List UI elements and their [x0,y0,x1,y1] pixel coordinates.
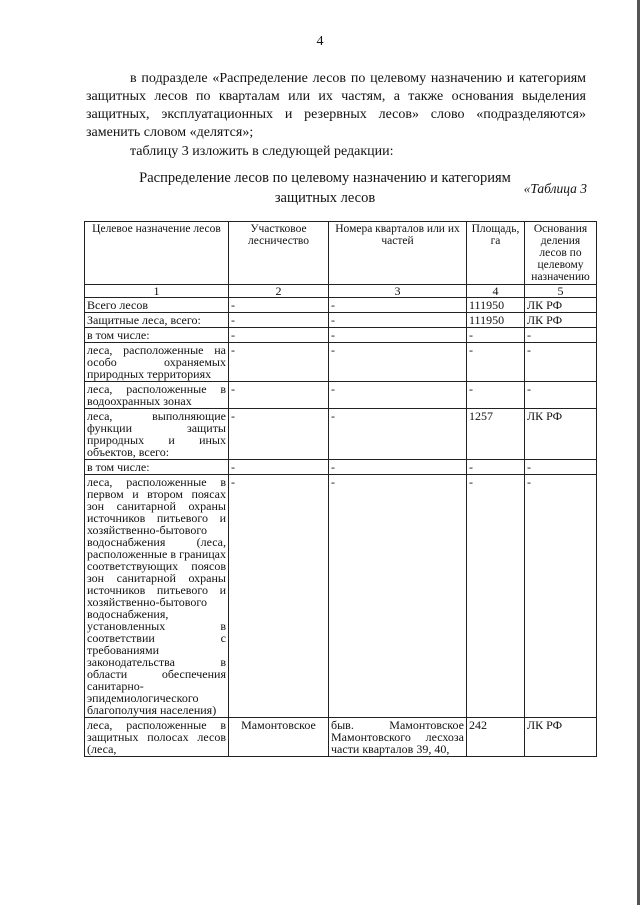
table-cell: - [229,313,329,328]
table-cell: - [467,328,525,343]
table-cell: 1257 [467,409,525,460]
table-cell: ЛК РФ [525,718,597,757]
table-cell: - [329,313,467,328]
header-row [85,222,597,285]
table-cell: - [329,475,467,718]
table-title: Распределение лесов по целевому назначению и категориям защитных лесов [139,170,511,206]
table-cell: - [467,475,525,718]
header-cell: Целевое назначение лесов [85,222,229,285]
table-cell: леса, расположенные в первом и втором поясах зон санитарной охраны источников питьевого и хозяйственно-бытового водоснабжения (леса, расположенные в границах соответствующих поясов зон санитарной охраны источников питьевого и хозяйственно-бытового водоснабжения, установленных в соответствии с требованиями законодательства в области обеспечения санитарно-эпидемиологического благополучия населения) [85,475,229,718]
table-cell: - [329,343,467,382]
header-cell: Участковое лесничество [229,222,329,285]
table-cell: - [229,343,329,382]
table-cell: - [229,409,329,460]
table-cell: - [329,382,467,409]
table-row [85,475,597,718]
table-cell: ЛК РФ [525,298,597,313]
header-cell: Основания деления лесов по целевому назначению [525,222,597,285]
table-cell: - [467,343,525,382]
table-cell: в том числе: [85,460,229,475]
table-cell: Мамонтовское [229,718,329,757]
table-cell: 242 [467,718,525,757]
paragraph-table-instruction: таблицу 3 изложить в следующей редакции: [130,144,394,159]
table-cell: леса, расположенные в водоохранных зонах [85,382,229,409]
table-cell: 111950 [467,313,525,328]
table-cell: леса, расположенные на особо охраняемых природных территориях [85,343,229,382]
table-cell: - [467,460,525,475]
table-cell: - [525,382,597,409]
table-row [85,313,597,328]
header-cell: Площадь, га [467,222,525,285]
column-number-row [85,285,597,298]
forest-distribution-table [84,221,597,757]
column-number: 1 [85,285,229,298]
table-row [85,409,597,460]
table-cell: Защитные леса, всего: [85,313,229,328]
table-cell: леса, расположенные в защитных полосах лесов (леса, [85,718,229,757]
table-cell: - [525,343,597,382]
table-row [85,328,597,343]
table-cell: - [467,382,525,409]
table-cell: леса, выполняющие функции защиты природных и иных объектов, всего: [85,409,229,460]
page-number: 4 [316,34,324,49]
table-cell: - [525,475,597,718]
table-cell: 111950 [467,298,525,313]
table-cell: ЛК РФ [525,313,597,328]
paragraph-amendment: в подразделе «Распределение лесов по целевому назначению и категориям защитных лесов по кварталам или их частям, а также основания выделения защитных, эксплуатационных и резервных лесов» слово «подразделяются» заменить словом «делятся»; [86,71,586,140]
table-cell: в том числе: [85,328,229,343]
table-cell: - [229,382,329,409]
table-row [85,382,597,409]
table-cell: - [229,328,329,343]
column-number: 5 [525,285,597,298]
table-cell: - [525,460,597,475]
table-cell: быв. Мамонтовское Мамонтовского лесхоза части кварталов 39, 40, [329,718,467,757]
table-cell: ЛК РФ [525,409,597,460]
table-label: «Таблица 3 [523,181,587,196]
table-cell: - [229,460,329,475]
column-number: 2 [229,285,329,298]
table-cell: - [329,460,467,475]
table-cell: - [329,298,467,313]
table-cell: - [229,298,329,313]
table-cell: - [329,328,467,343]
table-cell: - [329,409,467,460]
table-row [85,718,597,757]
table-cell: - [525,328,597,343]
table-row [85,298,597,313]
table-row [85,460,597,475]
column-number: 4 [467,285,525,298]
table-cell: Всего лесов [85,298,229,313]
table-row [85,343,597,382]
column-number: 3 [329,285,467,298]
table-cell: - [229,475,329,718]
header-cell: Номера кварталов или их частей [329,222,467,285]
